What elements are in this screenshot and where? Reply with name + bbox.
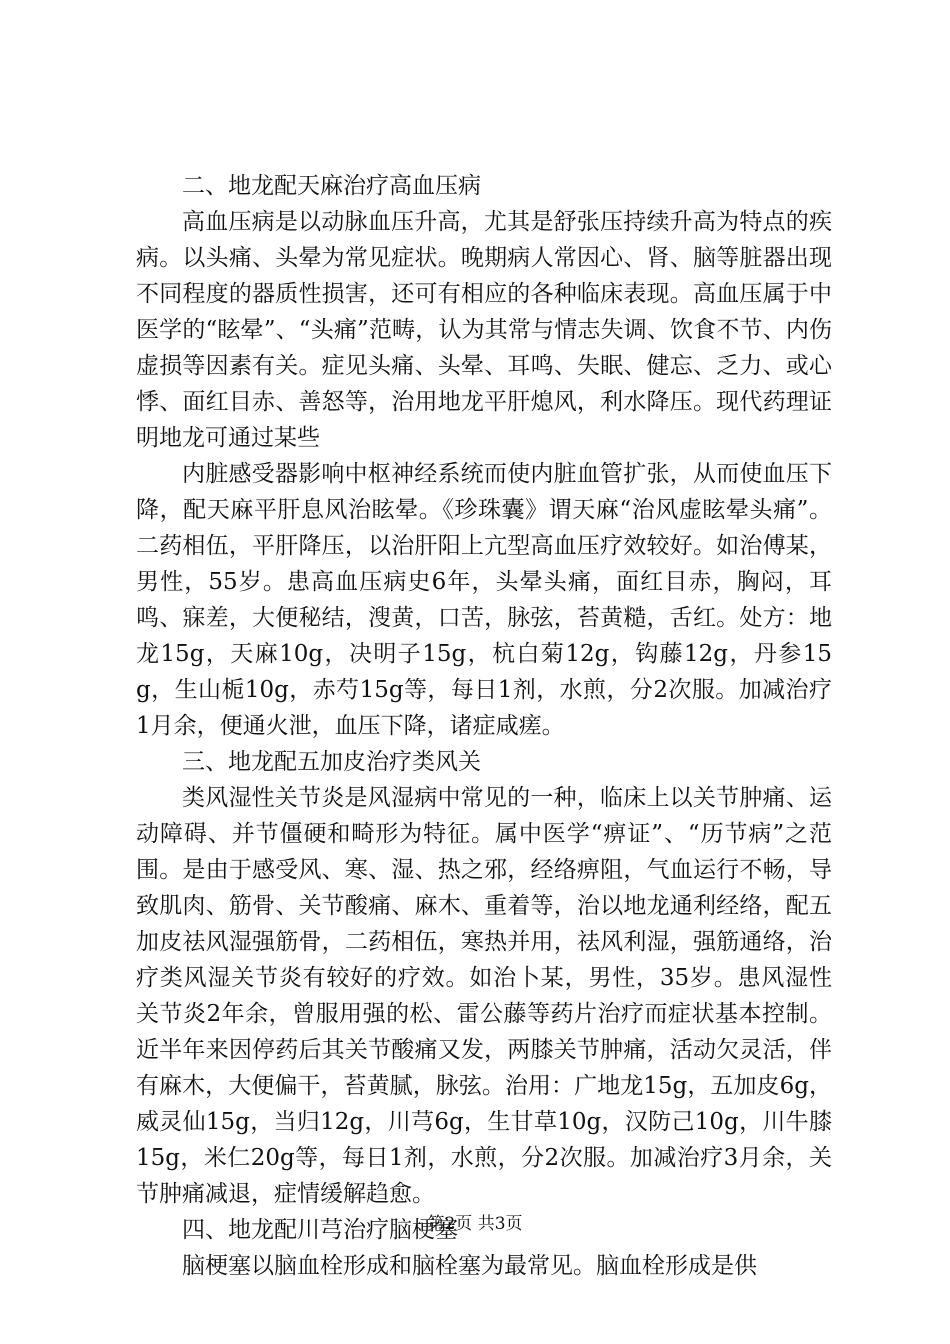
paragraph: 类风湿性关节炎是风湿病中常见的一种，临床上以关节肿痛、运动障碍、并节僵硬和畸形为特征。属中医学“痹证”、“历节病”之范围。是由于感受风、寒、湿、热之邪，经络痹阻，气血运行不畅，导致肌肉、筋骨、关节酸痛、麻木、重着等，治以地龙通利经络，配五加皮祛风湿强筋骨，二药相伍，寒热并用，祛风利湿，强筋通络，治疗类风湿关节炎有较好的疗效。如治卜某，男性，35岁。患风湿性关节炎2年余，曾服用强的松、雷公藤等药片治疗而症状基本控制。近半年来因停药后其关节酸痛又发，两膝关节肿痛，活动欠灵活，伴有麻木，大便偏干，苔黄腻，脉弦。治用：广地龙15g，五加皮6g，威灵仙15g，当归12g，川芎6g，生甘草10g，汉防己10g，川牛膝15g，米仁20g等，每日1剂，水煎，分2次服。加减治疗3月余，关节肿痛减退，症情缓解趋愈。 (136, 785, 832, 1207)
paragraph: 高血压病是以动脉血压升高，尤其是舒张压持续升高为特点的疾病。以头痛、头晕为常见症状。晚期病人常因心、肾、脑等脏器出现不同程度的器质性损害，还可有相应的各种临床表现。高血压属于中医学的“眩晕”、“头痛”范畴，认为其常与情志失调、饮食不节、内伤虚损等因素有关。症见头痛、头晕、耳鸣、失眠、健忘、乏力、或心悸、面红目赤、善怒等，治用地龙平肝熄风，利水降压。现代药理证明地龙可通过某些 (136, 209, 832, 451)
page-number-footer: 第2页 共3页 (427, 1214, 523, 1234)
section-heading-3: 三、地龙配五加皮治疗类风关 (182, 749, 481, 775)
paragraph: 内脏感受器影响中枢神经系统而使内脏血管扩张，从而使血压下降，配天麻平肝息风治眩晕。《珍珠囊》谓天麻“治风虚眩晕头痛”。二药相伍，平肝降压，以治肝阳上亢型高血压疗效较好。如治傅某，男性，55岁。患高血压病史6年，头晕头痛，面红目赤，胸闷，耳鸣、寐差，大便秘结，溲黄，口苦，脉弦，苔黄糙，舌红。处方：地龙15g，天麻10g，决明子15g，杭白菊12g，钩藤12g，丹参15g，生山栀10g，赤芍15g等，每日1剂，水煎，分2次服。加减治疗1月余，便通火泄，血压下降，诸症咸瘥。 (136, 461, 832, 739)
section-heading-4: 四、地龙配川芎治疗脑梗塞 (182, 1217, 458, 1243)
paragraph: 脑梗塞以脑血栓形成和脑栓塞为最常见。脑血栓形成是供 (182, 1253, 757, 1279)
section-heading-2: 二、地龙配天麻治疗高血压病 (182, 173, 481, 199)
document-body (136, 168, 832, 1284)
